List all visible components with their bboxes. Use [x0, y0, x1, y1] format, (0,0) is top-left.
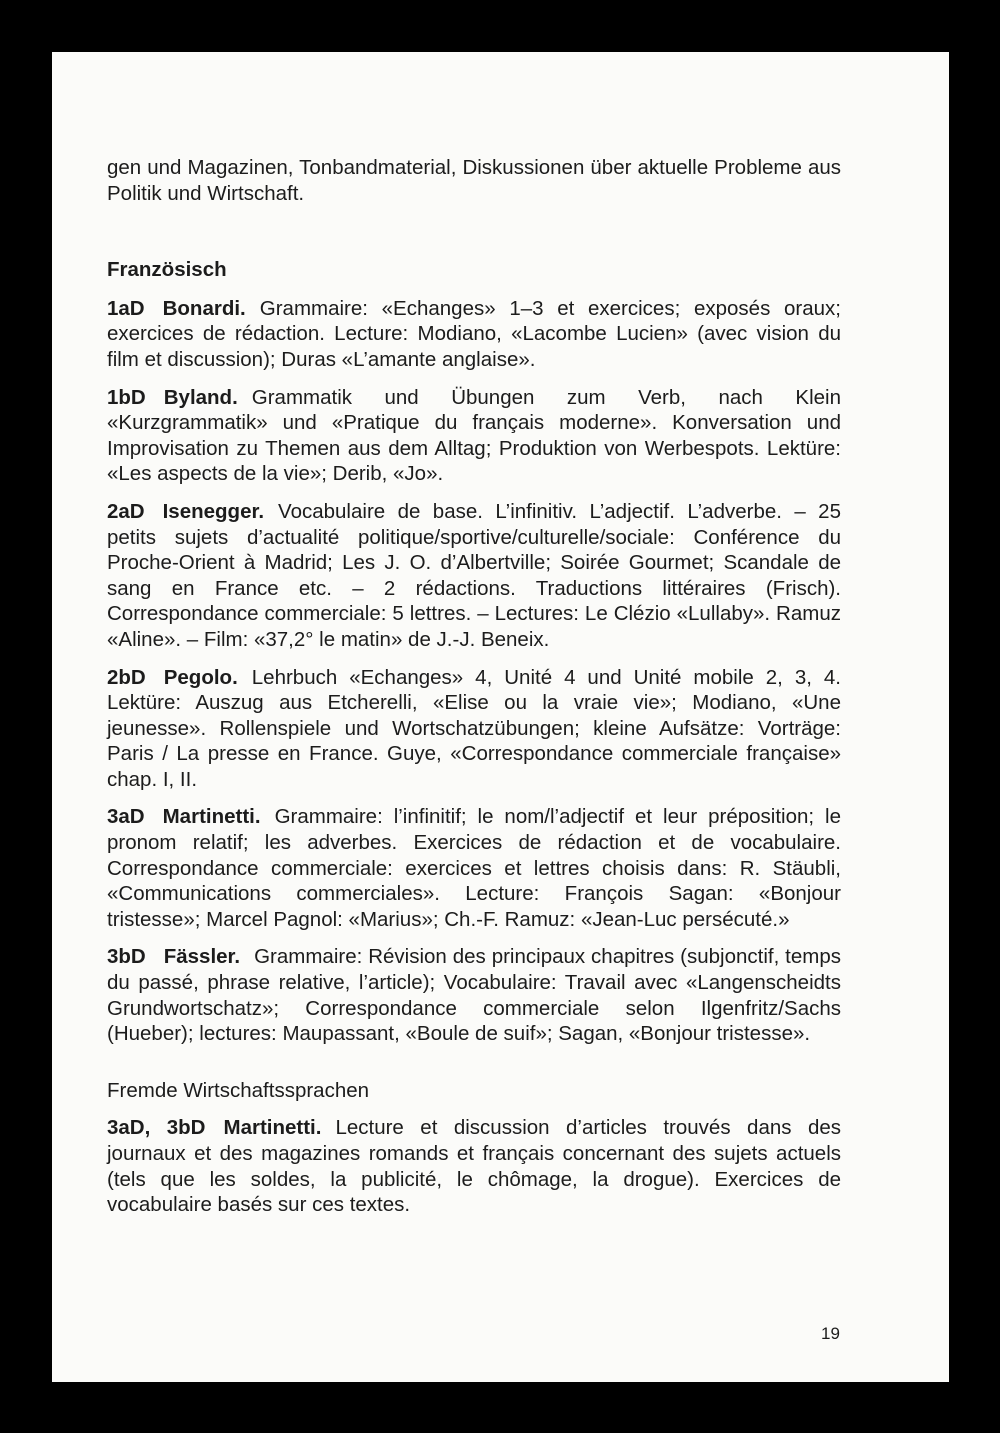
course-description: Lehrbuch «Echanges» 4, Unité 4 und Unité mobile 2, 3, 4. Lektüre: Auszug aus Etcherelli, «Elise ou la vraie vie»; Modiano, «Une jeunesse». Rollenspiele und Wortschatzübungen; kleine Aufsätze: Vorträge: Paris / La presse en France. Guye, «Correspondance commerciale française» chap. I, II.: [107, 665, 841, 791]
course-entry: [107, 804, 841, 932]
class-code: 2aD: [107, 499, 145, 523]
course-description: Vocabulaire de base. L’infinitiv. L’adjectif. L’adverbe. – 25 petits sujets d’actualité politique/sportive/culturelle/sociale: Conférence du Proche-Orient à Madrid; Les J. O. d’Albertville; Soirée Gourmet; Scandale de sang en France etc. – 2 rédactions. Traductions littéraires (Frisch). Correspondance commerciale: 5 lettres. – Lectures: Le Clézio «Lullaby». Ramuz «Aline». – Film: «37,2° le matin» de J.-J. Beneix.: [107, 499, 841, 651]
class-code: 3aD, 3bD: [107, 1116, 206, 1140]
class-code: 1bD: [107, 385, 146, 409]
course-entry: [107, 385, 841, 487]
teacher-name: Pegolo.: [163, 665, 238, 689]
course-description: Grammatik und Übungen zum Verb, nach Klein «Kurzgrammatik» und «Pratique du français moderne». Konversation und Improvisation zu Themen aus dem Alltag; Produktion von Werbespots. Lektüre: «Les aspects de la vie»; Derib, «Jo».: [107, 385, 841, 486]
page-content: [107, 155, 841, 1230]
page-number: 19: [821, 1324, 840, 1343]
document-page: [52, 52, 949, 1382]
class-code: 1aD: [107, 296, 145, 320]
course-entry: [107, 296, 841, 373]
class-code: 3bD: [107, 945, 146, 969]
subsection-heading: Fremde Wirtschaftssprachen: [107, 1078, 370, 1102]
teacher-name: Byland.: [163, 385, 238, 409]
course-entry: [107, 944, 841, 1046]
teacher-name: Bonardi.: [162, 296, 246, 320]
course-description: Grammaire: l’infinitif; le nom/l’adjectif et leur préposition; le pronom relatif; les adverbes. Exercices de rédaction et de vocabulaire. Correspondance commerciale: exercices et lettres choisis dans: R. Stäubli, «Communications commerciales». Lecture: François Sagan: «Bonjour tristesse»; Marcel Pagnol: «Marius»; Ch.-F. Ramuz: «Jean-Luc persécuté.»: [107, 805, 841, 931]
course-entry: [107, 1115, 841, 1217]
intro-paragraph: gen und Magazinen, Tonbandmaterial, Diskussionen über aktuelle Probleme aus Politik und Wirtschaft.: [107, 156, 841, 205]
teacher-name: Fässler.: [163, 945, 241, 969]
course-description: Grammaire: «Echanges» 1–3 et exercices; exposés oraux; exercices de rédaction. Lecture: Modiano, «Lacombe Lucien» (avec vision du film et discussion); Duras «L’amante anglaise».: [107, 296, 841, 371]
class-code: 3aD: [107, 805, 145, 829]
teacher-name: Isenegger.: [162, 499, 265, 523]
class-code: 2bD: [107, 665, 146, 689]
course-entry: [107, 665, 841, 793]
section-heading: Französisch: [107, 258, 227, 282]
course-description: Lecture et discussion d’articles trouvés dans des journaux et des magazines romands et français concernant des sujets actuels (tels que les soldes, la publicité, le chômage, la drogue). Exercices de vocabulaire basés sur ces textes.: [107, 1116, 842, 1217]
teacher-name: Martinetti.: [223, 1116, 322, 1140]
teacher-name: Martinetti.: [162, 805, 261, 829]
course-description: Grammaire: Révision des principaux chapitres (subjonctif, temps du passé, phrase relative, l’article); Vocabulaire: Travail avec «Langenscheidts Grundwortschatz»; Correspondance commerciale selon Ilgenfritz/Sachs (Hueber); lectures: Maupassant, «Boule de suif»; Sagan, «Bonjour tristesse».: [107, 945, 841, 1046]
course-entry: [107, 499, 841, 653]
